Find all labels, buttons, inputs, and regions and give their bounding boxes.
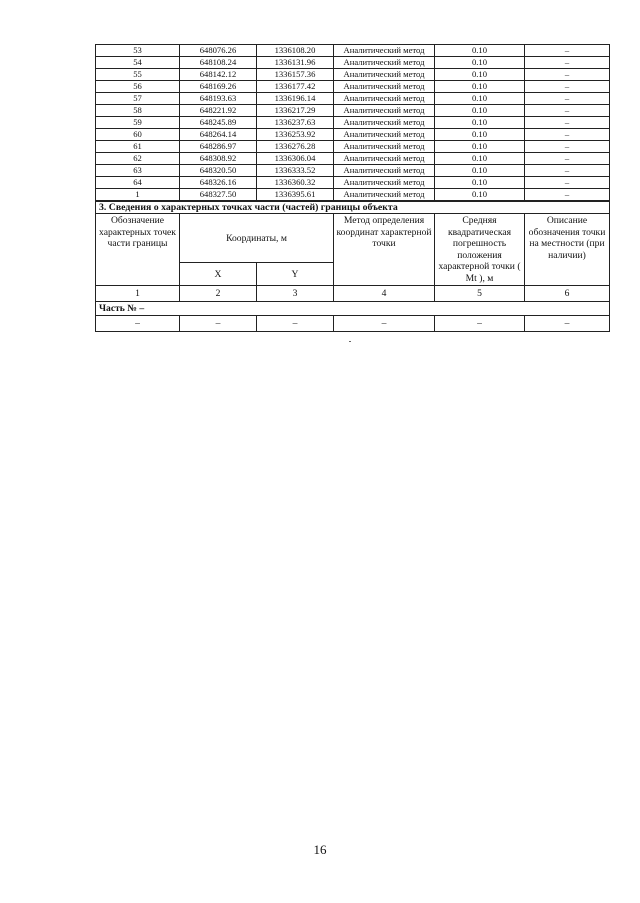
accuracy-cell: 0.10: [435, 45, 525, 57]
y-coordinate-cell: 1336177.42: [257, 81, 334, 93]
point-number-cell: 53: [96, 45, 180, 57]
page-number: 16: [313, 842, 327, 857]
method-cell: Аналитический метод: [334, 141, 435, 153]
accuracy-cell: 0.10: [435, 105, 525, 117]
method-cell: Аналитический метод: [334, 69, 435, 81]
table-row: [96, 69, 610, 81]
y-coordinate-cell: 1336196.14: [257, 93, 334, 105]
column-number: 2: [180, 286, 257, 302]
x-coordinate-cell: 648264.14: [180, 129, 257, 141]
description-cell: –: [525, 105, 610, 117]
description-cell: –: [525, 189, 610, 201]
header-x: X: [180, 263, 257, 286]
accuracy-cell: 0.10: [435, 141, 525, 153]
point-number-cell: 58: [96, 105, 180, 117]
section3-table: [95, 201, 610, 332]
point-number-cell: 64: [96, 177, 180, 189]
coordinates-table: [95, 44, 610, 201]
y-coordinate-cell: 1336276.28: [257, 141, 334, 153]
table-row: [96, 153, 610, 165]
point-number-cell: 56: [96, 81, 180, 93]
accuracy-cell: 0.10: [435, 189, 525, 201]
point-number-cell: 62: [96, 153, 180, 165]
table-row: [96, 45, 610, 57]
y-coordinate-cell: 1336157.36: [257, 69, 334, 81]
method-cell: Аналитический метод: [334, 153, 435, 165]
table-row: [96, 93, 610, 105]
column-number: 3: [257, 286, 334, 302]
column-number: 5: [435, 286, 525, 302]
x-coordinate-cell: 648320.50: [180, 165, 257, 177]
description-cell: –: [525, 117, 610, 129]
header-method: Метод определения координат характерной точки: [334, 214, 435, 286]
accuracy-cell: 0.10: [435, 57, 525, 69]
header-description: Описание обозначения точки на местности (при наличии): [525, 214, 610, 286]
method-cell: Аналитический метод: [334, 45, 435, 57]
column-number: 6: [525, 286, 610, 302]
accuracy-cell: 0.10: [435, 93, 525, 105]
scan-speck: [349, 341, 351, 342]
accuracy-cell: 0.10: [435, 165, 525, 177]
description-cell: –: [525, 69, 610, 81]
method-cell: Аналитический метод: [334, 177, 435, 189]
column-number-row: [96, 286, 610, 302]
y-coordinate-cell: 1336306.04: [257, 153, 334, 165]
y-coordinate-cell: 1336253.92: [257, 129, 334, 141]
empty-cell: –: [257, 316, 334, 332]
description-cell: –: [525, 141, 610, 153]
y-coordinate-cell: 1336395.61: [257, 189, 334, 201]
table-row: [96, 105, 610, 117]
y-coordinate-cell: 1336237.63: [257, 117, 334, 129]
x-coordinate-cell: 648169.26: [180, 81, 257, 93]
header-y: Y: [257, 263, 334, 286]
point-number-cell: 60: [96, 129, 180, 141]
description-cell: –: [525, 93, 610, 105]
y-coordinate-cell: 1336360.32: [257, 177, 334, 189]
point-number-cell: 1: [96, 189, 180, 201]
column-number: 4: [334, 286, 435, 302]
x-coordinate-cell: 648076.26: [180, 45, 257, 57]
point-number-cell: 63: [96, 165, 180, 177]
x-coordinate-cell: 648245.89: [180, 117, 257, 129]
empty-cell: –: [96, 316, 180, 332]
x-coordinate-cell: 648193.63: [180, 93, 257, 105]
section3-title: 3. Сведения о характерных точках части (частей) границы объекта: [96, 202, 610, 214]
empty-cell: –: [525, 316, 610, 332]
description-cell: –: [525, 81, 610, 93]
x-coordinate-cell: 648326.16: [180, 177, 257, 189]
table-row: [96, 117, 610, 129]
description-cell: –: [525, 165, 610, 177]
point-number-cell: 61: [96, 141, 180, 153]
method-cell: Аналитический метод: [334, 81, 435, 93]
description-cell: –: [525, 129, 610, 141]
part-label: Часть № –: [96, 302, 610, 316]
method-cell: Аналитический метод: [334, 105, 435, 117]
method-cell: Аналитический метод: [334, 93, 435, 105]
point-number-cell: 57: [96, 93, 180, 105]
description-cell: –: [525, 177, 610, 189]
y-coordinate-cell: 1336108.20: [257, 45, 334, 57]
header-accuracy: Средняя квадратическая погрешность положения характерной точки ( Mt ), м: [435, 214, 525, 286]
method-cell: Аналитический метод: [334, 189, 435, 201]
table-row: [96, 57, 610, 69]
method-cell: Аналитический метод: [334, 117, 435, 129]
description-cell: –: [525, 153, 610, 165]
description-cell: –: [525, 57, 610, 69]
point-number-cell: 59: [96, 117, 180, 129]
accuracy-cell: 0.10: [435, 153, 525, 165]
method-cell: Аналитический метод: [334, 57, 435, 69]
method-cell: Аналитический метод: [334, 165, 435, 177]
point-number-cell: 54: [96, 57, 180, 69]
table-row: [96, 189, 610, 201]
header-coordinates: Координаты, м: [180, 214, 334, 263]
accuracy-cell: 0.10: [435, 177, 525, 189]
accuracy-cell: 0.10: [435, 117, 525, 129]
method-cell: Аналитический метод: [334, 129, 435, 141]
coordinates-table-body: [96, 45, 610, 201]
accuracy-cell: 0.10: [435, 129, 525, 141]
header-designation: Обозначение характерных точек части границы: [96, 214, 180, 286]
table-row: [96, 81, 610, 93]
x-coordinate-cell: 648108.24: [180, 57, 257, 69]
empty-data-row: [96, 316, 610, 332]
x-coordinate-cell: 648308.92: [180, 153, 257, 165]
accuracy-cell: 0.10: [435, 81, 525, 93]
description-cell: –: [525, 45, 610, 57]
empty-cell: –: [180, 316, 257, 332]
column-number: 1: [96, 286, 180, 302]
x-coordinate-cell: 648221.92: [180, 105, 257, 117]
x-coordinate-cell: 648286.97: [180, 141, 257, 153]
accuracy-cell: 0.10: [435, 69, 525, 81]
y-coordinate-cell: 1336217.29: [257, 105, 334, 117]
x-coordinate-cell: 648142.12: [180, 69, 257, 81]
document-page: [95, 44, 609, 332]
point-number-cell: 55: [96, 69, 180, 81]
empty-cell: –: [435, 316, 525, 332]
table-row: [96, 165, 610, 177]
x-coordinate-cell: 648327.50: [180, 189, 257, 201]
y-coordinate-cell: 1336333.52: [257, 165, 334, 177]
empty-cell: –: [334, 316, 435, 332]
table-row: [96, 129, 610, 141]
table-row: [96, 177, 610, 189]
y-coordinate-cell: 1336131.96: [257, 57, 334, 69]
table-row: [96, 141, 610, 153]
